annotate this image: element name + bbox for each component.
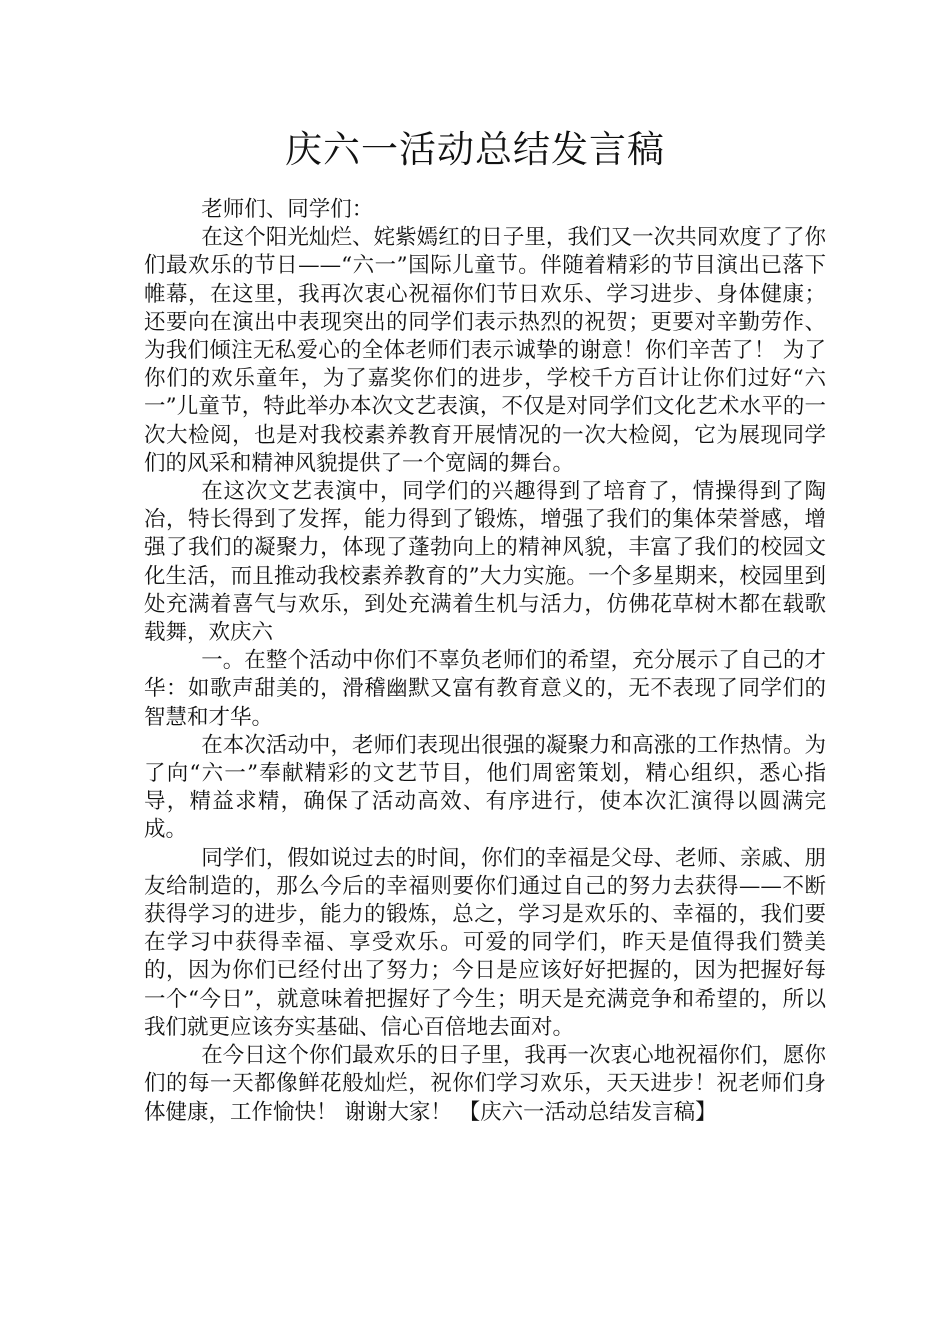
document-title: 庆六一活动总结发言稿 <box>285 128 665 171</box>
document-body <box>144 196 826 1127</box>
body-paragraph-1: 在这个阳光灿烂、姹紫嫣红的日子里，我们又一次共同欢度了了你们最欢乐的节日——“六一”国际儿童节。伴随着精彩的节目演出已落下帷幕，在这里，我再次衷心祝福你们节日欢乐、学习进步、身体健康；还要向在演出中表现突出的同学们表示热烈的祝贺；更要对辛勤劳作、为我们倾注无私爱心的全体老师们表示诚挚的谢意！你们辛苦了！ 为了你们的欢乐童年，为了嘉奖你们的进步，学校千方百计让你们过好“六一”儿童节，特此举办本次文艺表演，不仅是对同学们文化艺术水平的一次大检阅，也是对我校素养教育开展情况的一次大检阅，它为展现同学们的风采和精神风貌提供了一个宽阔的舞台。 <box>144 225 826 476</box>
body-paragraph-2: 在这次文艺表演中，同学们的兴趣得到了培育了，情操得到了陶冶，特长得到了发挥，能力得到了锻炼，增强了我们的集体荣誉感，增强了我们的凝聚力，体现了蓬勃向上的精神风貌，丰富了我们的校园文化生活，而且推动我校素养教育的”大力实施。一个多星期来，校园里到处充满着喜气与欢乐，到处充满着生机与活力，仿佛花草树木都在载歌载舞，欢庆六 <box>144 479 826 646</box>
body-paragraph-5: 同学们，假如说过去的时间，你们的幸福是父母、老师、亲戚、朋友给制造的，那么今后的幸福则要你们通过自己的努力去获得——不断获得学习的进步，能力的锻炼，总之，学习是欢乐的、幸福的，我们要在学习中获得幸福、享受欢乐。可爱的同学们，昨天是值得我们赞美的，因为你们已经付出了努力；今日是应该好好把握的，因为把握好每一个“今日”，就意味着把握好了今生；明天是充满竞争和希望的，所以我们就更应该夯实基础、信心百倍地去面对。 <box>144 845 826 1040</box>
closing-paragraph: 在今日这个你们最欢乐的日子里，我再一次衷心地祝福你们，愿你们的每一天都像鲜花般灿烂，祝你们学习欢乐，天天进步！祝老师们身体健康，工作愉快！ 谢谢大家！ 【庆六一活动总结发言稿】 <box>144 1043 826 1125</box>
body-paragraph-3: 一。在整个活动中你们不辜负老师们的希望，充分展示了自己的才华：如歌声甜美的，滑稽幽默又富有教育意义的，无不表现了同学们的智慧和才华。 <box>144 648 826 730</box>
greeting-paragraph: 老师们、同学们： <box>201 197 374 222</box>
body-paragraph-4: 在本次活动中，老师们表现出很强的凝聚力和高涨的工作热情。为了向“六一”奉献精彩的文艺节目，他们周密策划，精心组织，悉心指导，精益求精，确保了活动高效、有序进行，使本次汇演得以圆满完成。 <box>144 732 826 843</box>
